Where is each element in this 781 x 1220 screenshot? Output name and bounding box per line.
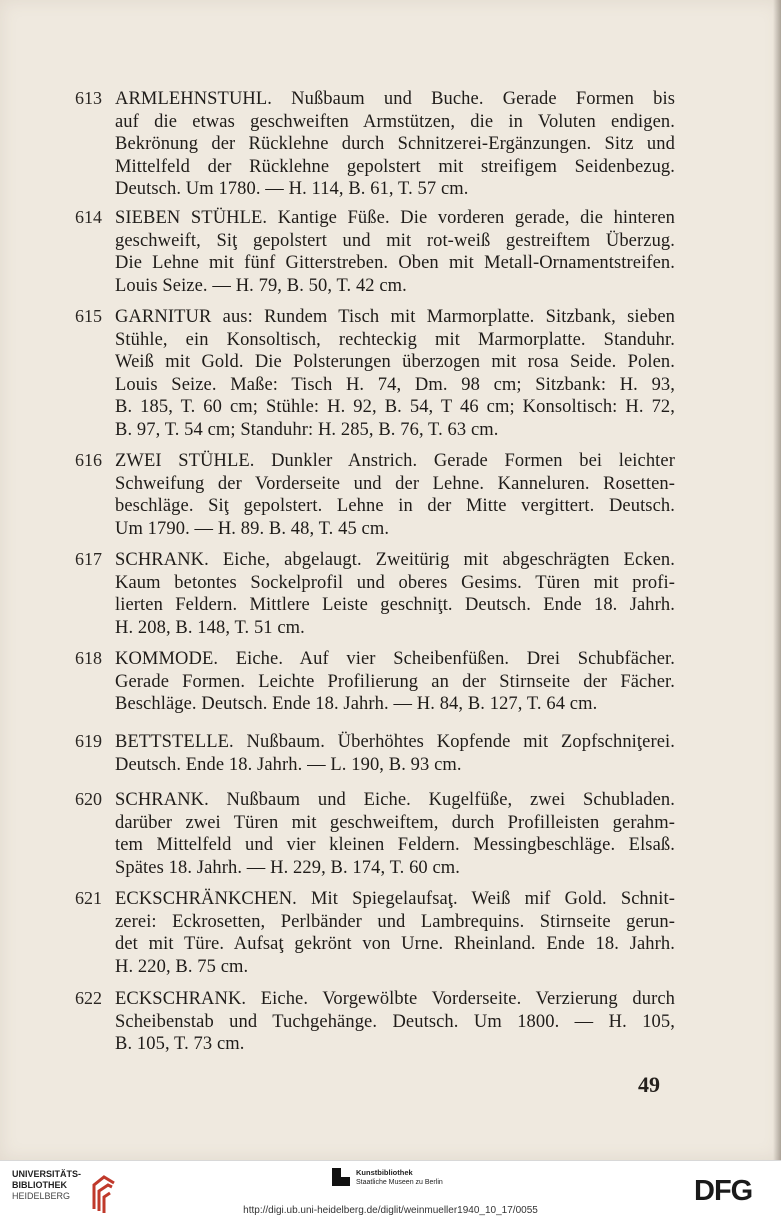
entry-text xyxy=(115,789,675,879)
entry-line: B. 185, T. 60 cm; Stühle: H. 92, B. 54, T 46 cm; Konsoltisch: H. 72, xyxy=(115,397,675,417)
entry-line: det mit Türe. Aufsaţ gekrönt von Urne. Rheinland. Ende 18. Jahrh. xyxy=(115,934,675,954)
entry-number: 613 xyxy=(75,88,102,108)
kunstbibliothek-logo[interactable] xyxy=(332,1168,443,1187)
entry-number: 620 xyxy=(75,789,102,809)
catalog-entry-615 xyxy=(75,306,675,441)
catalog-entry-616 xyxy=(75,450,675,540)
entry-text xyxy=(115,988,675,1056)
entry-line: Louis Seize. — H. 79, B. 50, T. 42 cm. xyxy=(115,275,407,296)
entry-line: lierten Feldern. Mittlere Leiste geschniţt. Deutsch. Ende 18. Jahrh. xyxy=(115,595,675,615)
library-name-2: BIBLIOTHEK xyxy=(12,1180,67,1190)
entry-line: H. 220, B. 75 cm. xyxy=(115,956,249,977)
entry-line: auf die etwas geschweiften Armstützen, die in Voluten endigen. xyxy=(115,111,675,132)
entry-line: BETTSTELLE. Nußbaum. Überhöhtes Kopfende mit Zopfschniţerei. xyxy=(115,732,675,752)
entry-text xyxy=(115,207,675,297)
entry-number: 616 xyxy=(75,450,102,470)
kb-title: Kunstbibliothek xyxy=(356,1168,413,1177)
kb-logo-mark-icon xyxy=(332,1168,350,1186)
catalog-entry-621 xyxy=(75,888,675,978)
entry-line: ECKSCHRÄNKCHEN. Mit Spiegelaufsaţ. Weiß mif Gold. Schnit- xyxy=(115,889,675,909)
entry-line: geschweift, Siţ gepolstert und mit rot-weiß gestreiftem Überzug. xyxy=(115,230,675,251)
entry-line: Deutsch. Um 1780. — H. 114, B. 61, T. 57 cm. xyxy=(115,179,469,199)
entry-line: Scheibenstab und Tuchgehänge. Deutsch. Um 1800. — H. 105, xyxy=(115,1011,675,1032)
entry-number: 619 xyxy=(75,731,102,751)
entry-line: Bekrönung der Rücklehne durch Schnitzerei-Ergänzungen. Sitz und xyxy=(115,134,675,154)
entry-line: GARNITUR aus: Rundem Tisch mit Marmorplatte. Sitzbank, sieben xyxy=(115,307,675,327)
entry-number: 614 xyxy=(75,207,102,227)
catalog-entry-620 xyxy=(75,789,675,879)
entry-line: Louis Seize. Maße: Tisch H. 74, Dm. 98 cm; Sitzbank: H. 93, xyxy=(115,374,675,395)
entry-line: Spätes 18. Jahrh. — H. 229, B. 174, T. 60 cm. xyxy=(115,857,461,878)
entry-line: Deutsch. Ende 18. Jahrh. — L. 190, B. 93 cm. xyxy=(115,754,462,775)
entry-line: Mittelfeld der Rücklehne gepolstert mit streifigem Seidenbezug. xyxy=(115,156,675,177)
entry-number: 618 xyxy=(75,648,102,668)
entry-text xyxy=(115,648,675,716)
library-city: HEIDELBERG xyxy=(12,1191,71,1201)
dfg-logo[interactable]: DFG xyxy=(694,1175,753,1207)
entry-line: B. 97, T. 54 cm; Standuhr: H. 285, B. 76, T. 63 cm. xyxy=(115,419,499,440)
entry-text xyxy=(115,450,675,540)
entry-line: tem Mittelfeld und vier kleinen Feldern. Messingbeschläge. Elsaß. xyxy=(115,835,675,855)
entry-line: ARMLEHNSTUHL. Nußbaum und Buche. Gerade Formen bis xyxy=(115,89,675,109)
catalog-entry-613 xyxy=(75,88,675,201)
entry-line: Die Lehne mit fünf Gitterstreben. Oben mit Metall-Ornamentstreifen. xyxy=(115,253,675,273)
entry-number: 615 xyxy=(75,306,102,326)
catalog-entry-617 xyxy=(75,549,675,639)
entry-text xyxy=(115,88,675,201)
entry-line: SCHRANK. Nußbaum und Eiche. Kugelfüße, zwei Schubladen. xyxy=(115,790,675,810)
entry-number: 617 xyxy=(75,549,102,569)
entry-number: 622 xyxy=(75,988,102,1008)
catalog-entry-618 xyxy=(75,648,675,716)
entry-line: ECKSCHRANK. Eiche. Vorgewölbte Vorderseite. Verzierung durch xyxy=(115,989,675,1009)
entry-line: SIEBEN STÜHLE. Kantige Füße. Die vorderen gerade, die hinteren xyxy=(115,208,675,228)
entry-line: KOMMODE. Eiche. Auf vier Scheibenfüßen. Drei Schubfächer. xyxy=(115,649,675,669)
entry-number: 621 xyxy=(75,888,102,908)
entry-line: B. 105, T. 73 cm. xyxy=(115,1034,245,1054)
library-name: UNIVERSITÄTS- xyxy=(12,1169,82,1179)
viewer-footer xyxy=(0,1160,781,1220)
entry-line: Weiß mit Gold. Die Polsterungen überzogen mit rosa Seide. Polen. xyxy=(115,352,675,372)
entry-line: darüber zwei Türen mit geschweiftem, durch Profilleisten gerahm- xyxy=(115,812,675,833)
entry-line: zerei: Eckrosetten, Perlbänder und Lambrequins. Stirnseite gerun- xyxy=(115,911,675,932)
entry-text xyxy=(115,888,675,978)
ub-heidelberg-logo[interactable] xyxy=(12,1169,81,1202)
entry-text xyxy=(115,731,675,776)
entry-line: Beschläge. Deutsch. Ende 18. Jahrh. — H. 84, B. 127, T. 64 cm. xyxy=(115,694,598,714)
catalog-entry-619 xyxy=(75,731,675,776)
entry-line: Stühle, ein Konsoltisch, rechteckig mit Marmorplatte. Standuhr. xyxy=(115,329,675,350)
permalink-url[interactable]: http://digi.ub.uni-heidelberg.de/diglit/weinmueller1940_10_17/0055 xyxy=(243,1205,538,1216)
catalog-entry-622 xyxy=(75,988,675,1056)
entry-line: beschläge. Siţ gepolstert. Lehne in der Mitte vergittert. Deutsch. xyxy=(115,496,675,516)
page-number: 49 xyxy=(638,1072,660,1097)
entry-line: Um 1790. — H. 89. B. 48, T. 45 cm. xyxy=(115,518,390,539)
kb-subtitle: Staatliche Museen zu Berlin xyxy=(356,1179,443,1186)
entry-line: Kaum betontes Sockelprofil und oberes Gesims. Türen mit profi- xyxy=(115,572,675,593)
entry-line: ZWEI STÜHLE. Dunkler Anstrich. Gerade Formen bei leichter xyxy=(115,451,675,471)
entry-line: Schweifung der Vorderseite und der Lehne. Kanneluren. Rosetten- xyxy=(115,473,675,494)
entry-text xyxy=(115,306,675,441)
entry-line: SCHRANK. Eiche, abgelaugt. Zweitürig mit abgeschrägten Ecken. xyxy=(115,550,675,570)
entry-line: H. 208, B. 148, T. 51 cm. xyxy=(115,617,305,638)
entry-text xyxy=(115,549,675,639)
catalog-entry-614 xyxy=(75,207,675,297)
entry-line: Gerade Formen. Leichte Profilierung an der Stirnseite der Fächer. xyxy=(115,671,675,692)
